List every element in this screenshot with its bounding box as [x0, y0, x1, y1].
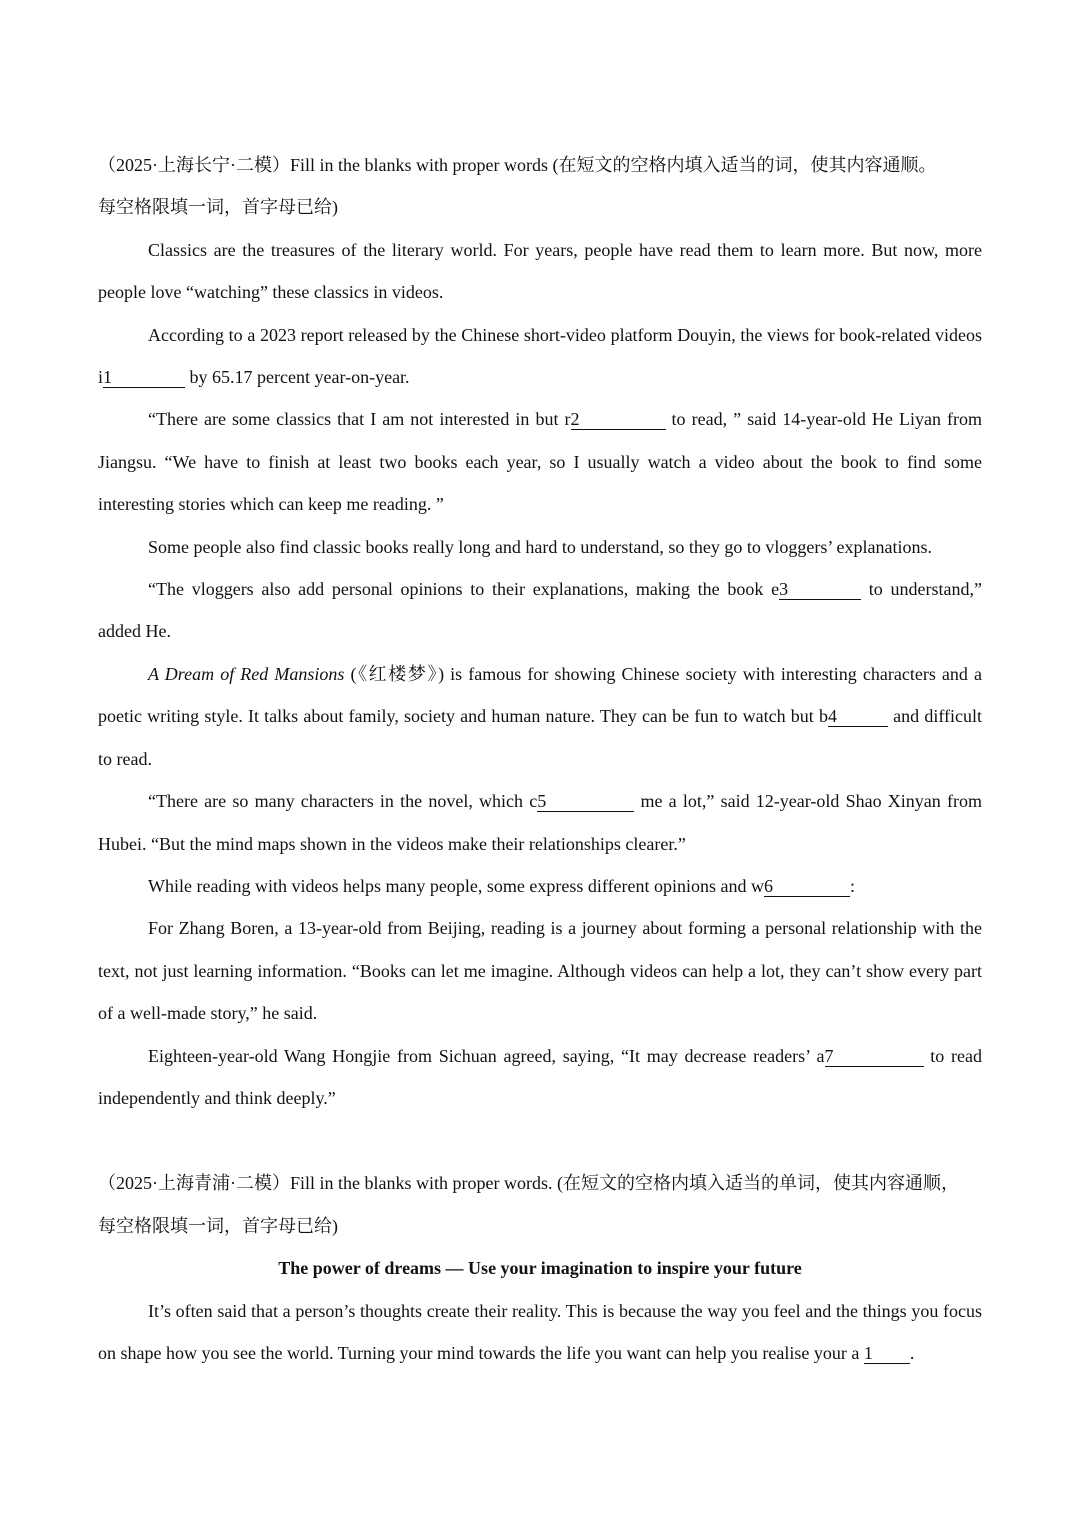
- paragraph: [98, 314, 982, 399]
- text: “There are some classics that I am not interested in but r: [148, 409, 571, 430]
- header-line-2: 每空格限填一词，首字母已给): [98, 1215, 338, 1236]
- text: “The vloggers also add personal opinions to their explanations, making the book e: [148, 579, 780, 600]
- text: .: [909, 1342, 915, 1363]
- text: me a lot,” said 12-year-old Shao Xinyan from Hubei. “But the mind maps shown in the videos make their relationships clearer.”: [98, 791, 983, 854]
- text: to understand,” added He.: [98, 579, 982, 642]
- paragraph: [98, 1290, 982, 1375]
- blank-5: 5: [537, 792, 634, 812]
- question-header: [98, 1162, 982, 1247]
- paragraph: Some people also find classic books really long and hard to understand, so they go to vloggers’ explanations.: [148, 536, 933, 557]
- text: While reading with videos helps many people, some express different opinions and w: [148, 875, 765, 896]
- blank-4: 4: [828, 707, 888, 727]
- paragraph: [98, 780, 982, 865]
- blank-2: 2: [571, 410, 666, 430]
- blank-6: 6: [764, 877, 850, 897]
- text: :: [850, 875, 856, 896]
- header-line-2: 每空格限填一词，首字母已给): [98, 197, 338, 218]
- text: (《红楼梦》) is famous for showing Chinese society with interesting characters and a poetic writing style. It talks about family, society and human nature. They can be fun to watch but b: [98, 663, 983, 727]
- document-page: [98, 144, 982, 1374]
- header-line-1: （2025·上海长宁·二模）Fill in the blanks with proper words (在短文的空格内填入适当的词，使其内容通顺。: [98, 155, 937, 175]
- header-line-1: （2025·上海青浦·二模）Fill in the blanks with proper words. (在短文的空格内填入适当的单词，使其内容通顺，: [98, 1173, 959, 1194]
- text: According to a 2023 report released by the Chinese short-video platform Douyin, the views for book-related videos i: [98, 324, 982, 388]
- text: to read, ” said 14-year-old He Liyan from Jiangsu. “We have to finish at least two books each year, so I usually watch a video about the book to find some interesting stories which can keep me reading. ”: [98, 409, 982, 515]
- text: “There are so many characters in the novel, which c: [148, 791, 538, 812]
- blank-7: 7: [825, 1047, 924, 1067]
- passage-title: The power of dreams — Use your imagination to inspire your future: [278, 1258, 802, 1279]
- paragraph: [98, 653, 982, 780]
- text: It’s often said that a person’s thoughts create their reality. This is because the way you feel and the things you focus on shape how you see the world. Turning your mind towards the life you want can help you realise your a: [98, 1300, 982, 1363]
- text: by 65.17 percent year-on-year.: [185, 367, 410, 388]
- paragraph: Classics are the treasures of the literary world. For years, people have read them to learn more. But now, more people love “watching” these classics in videos.: [98, 239, 982, 303]
- question-header: [98, 144, 982, 229]
- blank-3: 3: [779, 580, 861, 600]
- paragraph: [98, 865, 982, 907]
- text: and difficult to read.: [98, 706, 982, 769]
- paragraph: [98, 1035, 982, 1120]
- paragraph: [98, 398, 982, 525]
- text: Eighteen-year-old Wang Hongjie from Sichuan agreed, saying, “It may decrease readers’ a: [148, 1045, 825, 1066]
- text: to read independently and think deeply.”: [98, 1045, 982, 1108]
- paragraph: [98, 568, 982, 653]
- book-title: A Dream of Red Mansions: [148, 663, 345, 684]
- paragraph: For Zhang Boren, a 13-year-old from Beijing, reading is a journey about forming a personal relationship with the text, not just learning information. “Books can let me imagine. Although videos can help a lot, they can’t show every part of a well-made story,” he said.: [98, 918, 982, 1024]
- blank-1: 1: [103, 368, 185, 388]
- blank-1: 1: [864, 1344, 910, 1364]
- section-gap: [98, 1119, 982, 1162]
